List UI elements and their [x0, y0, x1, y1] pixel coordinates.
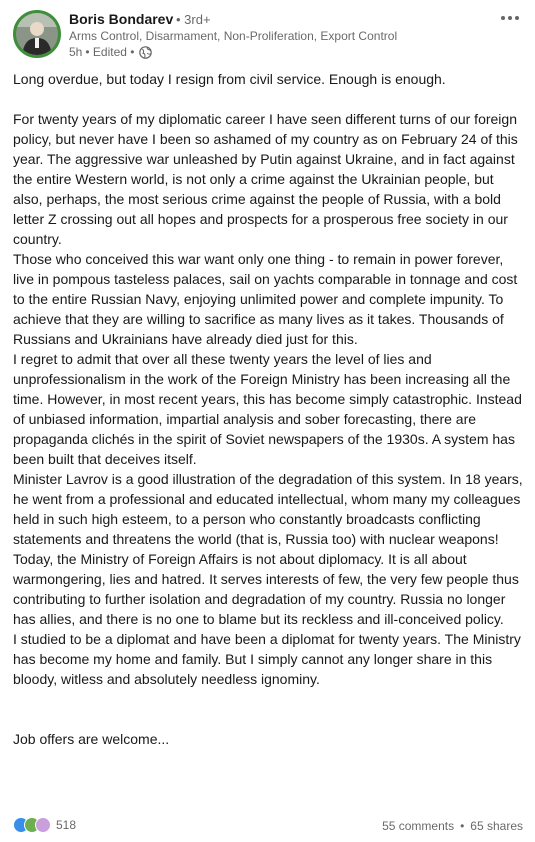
- globe-icon: [139, 46, 152, 59]
- post-time: 5h: [69, 45, 83, 59]
- post-header: [0, 0, 535, 68]
- author-avatar[interactable]: [13, 10, 61, 58]
- more-options-icon[interactable]: [496, 8, 524, 28]
- reaction-count: 518: [56, 818, 77, 832]
- post-paragraph: Today, the Ministry of Foreign Affairs is not about diplomacy. It is all about warmongering, lies and hatred. It serves interests of few, the very few people thus contributing to further isolation and degradation of my country. Russia no longer has allies, and there is no one to blame but its reckless and ill-conceived policy.: [13, 551, 519, 627]
- shares-link[interactable]: 65 shares: [470, 819, 523, 833]
- love-icon: [35, 817, 51, 833]
- edited-label: • Edited •: [85, 45, 135, 59]
- post-paragraph: For twenty years of my diplomatic career I have seen different turns of our foreign policy, but never have I been so ashamed of my country as on February 24 of this year. The aggressive war unleashed by Putin against Ukraine, and in fact against the entire Western world, is not only a crime against the Ukrainian people, but also, perhaps, the most serious crime against the people of Russia, with a bold letter Z crossing out all hopes and prospects for a prosperous free society in our country.: [13, 111, 518, 247]
- reactions-summary[interactable]: [13, 817, 76, 833]
- author-headline: Arms Control, Disarmament, Non-Proliferation, Export Control: [69, 29, 398, 43]
- separator: •: [460, 819, 465, 833]
- post-meta: [69, 45, 152, 59]
- post-paragraph: I regret to admit that over all these twenty years the level of lies and unprofessionalism in the work of the Foreign Ministry has been increasing all the time. However, in most recent years, this has become simply catastrophic. Instead of unbiased information, impartial analysis and sober forecasting, there are propaganda clichés in the spirit of Soviet newspapers of the 1930s. A system has been built that deceives itself.: [13, 351, 522, 467]
- post-paragraph: Those who conceived this war want only one thing - to remain in power forever, live in pompous tasteless palaces, sail on yachts comparable in tonnage and cost to the entire Russian Navy, enjoying unlimited power and complete impunity. To achieve that they are willing to sacrifice as many lives as it takes. Thousands of Russians and Ukrainians have already died just for this.: [13, 251, 518, 347]
- author-name[interactable]: Boris Bondarev: [69, 11, 174, 27]
- post-paragraph: I studied to be a diplomat and have been a diplomat for twenty years. The Ministry has become my home and family. But I simply cannot any longer share in this bloody, witless and absolutely needless ignominy.: [13, 631, 521, 687]
- social-counts: [13, 815, 523, 837]
- post-paragraph: Job offers are welcome...: [13, 731, 170, 747]
- post-paragraph: Minister Lavrov is a good illustration of the degradation of this system. In 18 years, he went from a professional and educated intellectual, whom many my colleagues held in such high esteem, to a person who constantly broadcasts conflicting statements and threatens the world (that is, Russia too) with nuclear weapons!: [13, 471, 523, 547]
- comments-link[interactable]: 55 comments: [382, 819, 455, 833]
- post-paragraph: Long overdue, but today I resign from civil service. Enough is enough.: [13, 71, 446, 87]
- avatar-photo: [16, 13, 58, 55]
- engagement-counts: [382, 819, 523, 833]
- post-text: [13, 69, 523, 749]
- connection-degree: • 3rd+: [176, 12, 211, 27]
